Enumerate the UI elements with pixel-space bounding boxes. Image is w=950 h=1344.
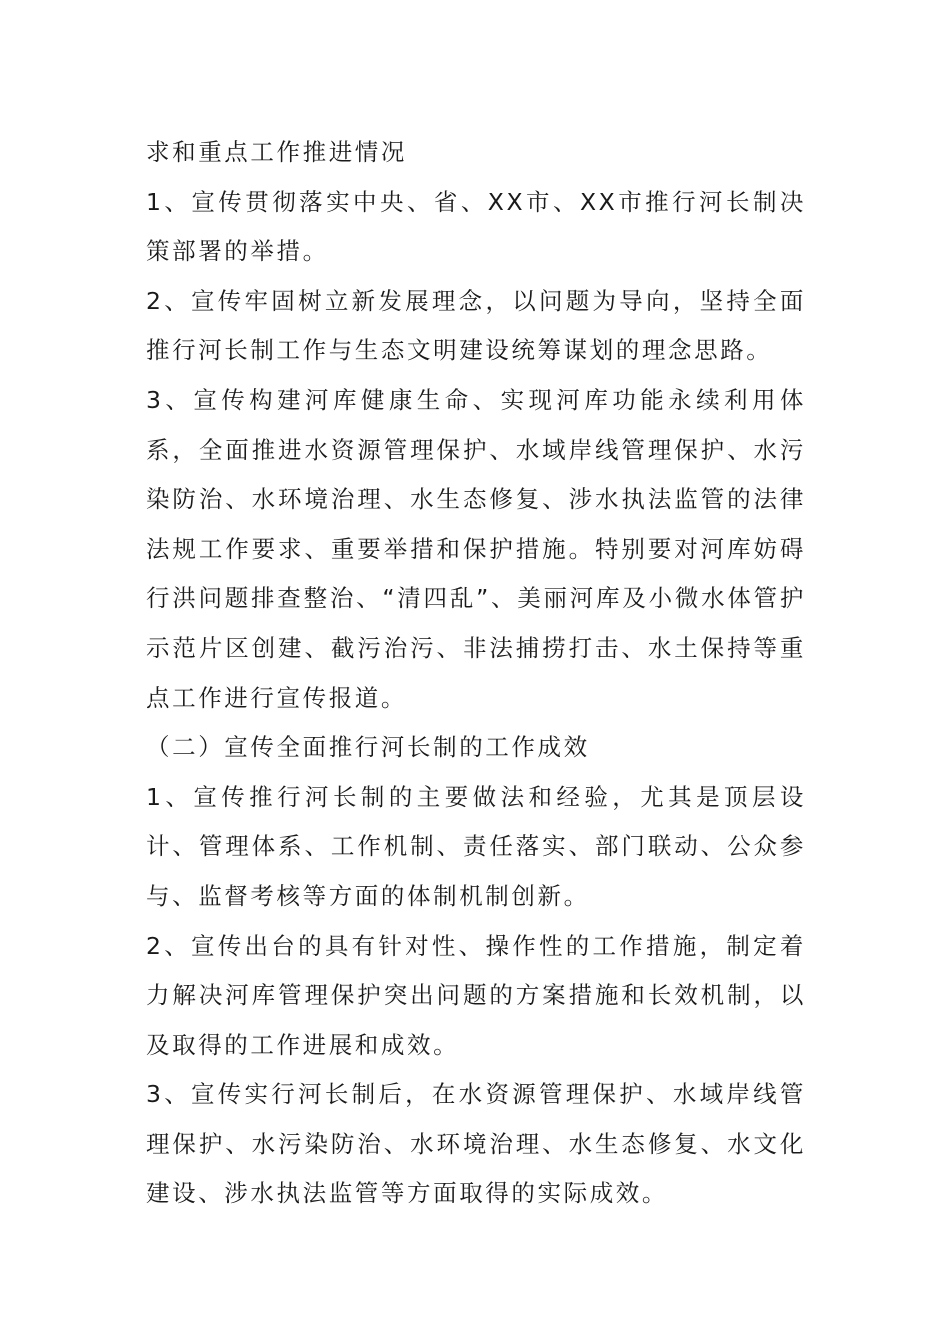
document-body (146, 128, 806, 1219)
section-heading-2: （二）宣传全面推行河长制的工作成效 (146, 733, 590, 762)
paragraph-section2-item-3: 3、宣传实行河长制后，在水资源管理保护、水域岸线管理保护、水污染防治、水环境治理、水生态修复、水文化建设、涉水执法监管等方面取得的实际成效。 (146, 1080, 806, 1208)
paragraph-continuation: 求和重点工作推进情况 (146, 138, 407, 166)
paragraph-item-1: 1、宣传贯彻落实中央、省、XX市、XX市推行河长制决策部署的举措。 (146, 187, 806, 266)
paragraph-section2-item-2: 2、宣传出台的具有针对性、操作性的工作措施，制定着力解决河库管理保护突出问题的方案措施和长效机制，以及取得的工作进展和成效。 (146, 931, 806, 1059)
paragraph-item-2: 2、宣传牢固树立新发展理念，以问题为导向，坚持全面推行河长制工作与生态文明建设统筹谋划的理念思路。 (146, 286, 806, 365)
paragraph-item-3: 3、宣传构建河库健康生命、实现河库功能永续利用体系，全面推进水资源管理保护、水域岸线管理保护、水污染防治、水环境治理、水生态修复、涉水执法监管的法律法规工作要求、重要举措和保护措施。特别要对河库妨碍行洪问题排查整治、“清四乱”、美丽河库及小微水体管护示范片区创建、截污治污、非法捕捞打击、水土保持等重点工作进行宣传报道。 (146, 385, 806, 712)
paragraph-section2-item-1: 1、宣传推行河长制的主要做法和经验，尤其是顶层设计、管理体系、工作机制、责任落实、部门联动、公众参与、监督考核等方面的体制机制创新。 (146, 782, 806, 910)
